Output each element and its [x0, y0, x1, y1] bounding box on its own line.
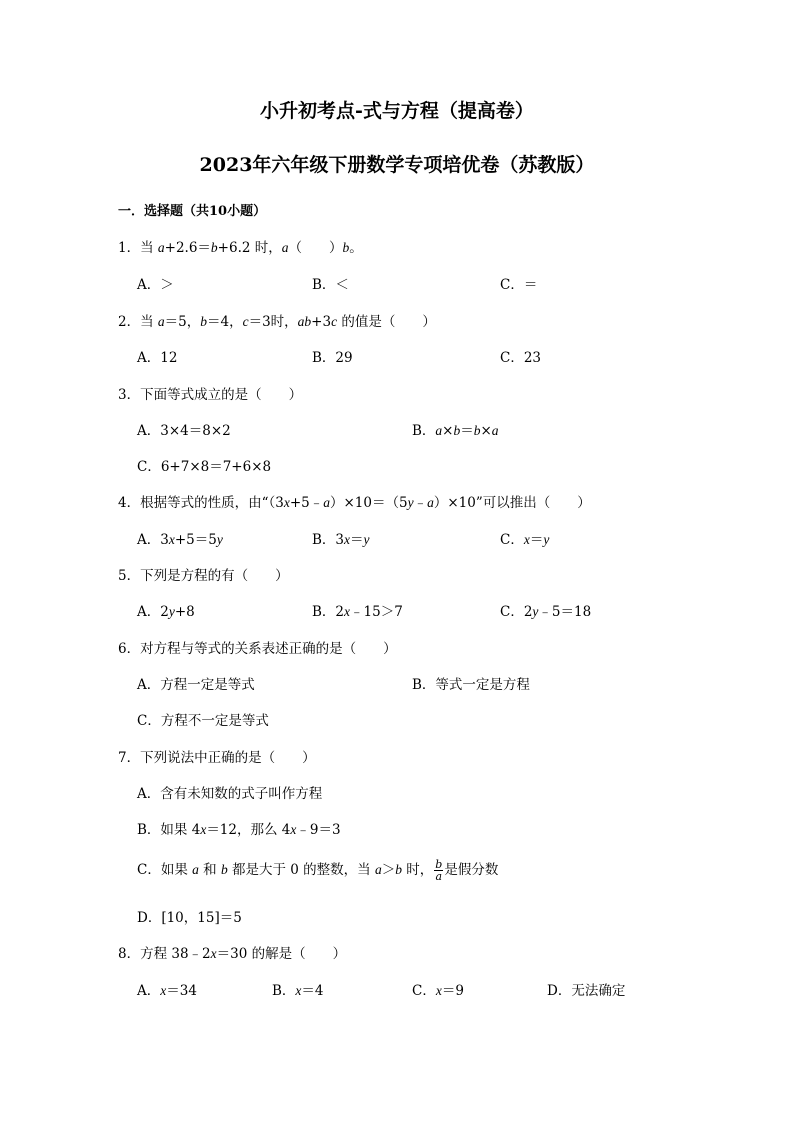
question-2-option-c[interactable]: C．23 [500, 350, 542, 366]
question-6-option-a[interactable]: A．方程一定是等式 [137, 677, 255, 693]
question-4-option-a[interactable]: A．3x+5＝5y [137, 532, 223, 548]
question-2-option-a[interactable]: A．12 [137, 350, 178, 366]
question-6-option-b[interactable]: B．等式一定是方程 [412, 677, 530, 693]
question-7-option-b[interactable]: B．如果 4x＝12，那么 4x﹣9＝3 [137, 822, 341, 838]
question-7-stem: 7．下列说法中正确的是（ ） [118, 750, 316, 766]
question-8-option-d[interactable]: D．无法确定 [547, 983, 626, 999]
document-title: 小升初考点-式与方程（提高卷） [260, 100, 534, 122]
question-2-option-b[interactable]: B．29 [312, 350, 353, 366]
question-4-option-b[interactable]: B．3x＝y [312, 532, 370, 548]
question-2-stem: 2．当 a＝5，b＝4，c＝3时，ab+3c 的值是（ ） [118, 314, 436, 330]
question-1-option-c[interactable]: C．＝ [500, 277, 538, 293]
question-5-option-b[interactable]: B．2x﹣15＞7 [312, 604, 403, 620]
document-subtitle: 2023年六年级下册数学专项培优卷（苏教版） [199, 154, 595, 176]
question-7-option-c[interactable]: C．如果 a 和 b 都是大于 0 的整数，当 a＞b 时， $\frac{b}{a}$ 是假分数 [137, 858, 499, 883]
question-7-option-d[interactable]: D．[10，15]＝5 [137, 910, 242, 926]
question-4-stem: 4．根据等式的性质，由“（3x+5﹣a）×10＝（5y﹣a）×10”可以推出（ ） [118, 495, 591, 511]
question-3-stem: 3．下面等式成立的是（ ） [118, 387, 303, 403]
question-8-stem: 8．方程 38﹣2x＝30 的解是（ ） [118, 946, 347, 962]
question-7-option-a[interactable]: A．含有未知数的式子叫作方程 [137, 786, 323, 802]
question-5-option-a[interactable]: A．2y+8 [137, 604, 195, 620]
question-5-stem: 5．下列是方程的有（ ） [118, 568, 289, 584]
section-heading: 一．选择题（共10小题） [118, 204, 267, 219]
question-4-option-c[interactable]: C．x＝y [500, 532, 550, 548]
question-5-option-c[interactable]: C．2y﹣5＝18 [500, 604, 592, 620]
question-3-option-b[interactable]: B．a×b＝b×a [412, 423, 499, 439]
question-6-stem: 6．对方程与等式的关系表述正确的是（ ） [118, 641, 397, 657]
question-6-option-c[interactable]: C．方程不一定是等式 [137, 713, 269, 729]
question-8-option-b[interactable]: B．x＝4 [272, 983, 324, 999]
question-1-option-b[interactable]: B．＜ [312, 277, 349, 293]
question-8-option-a[interactable]: A．x＝34 [137, 983, 197, 999]
question-3-option-c[interactable]: C．6+7×8＝7+6×8 [137, 459, 272, 475]
question-1-stem: 1．当 a+2.6＝b+6.2 时，a（ ）b。 [118, 240, 363, 256]
question-3-option-a[interactable]: A．3×4＝8×2 [137, 423, 231, 439]
question-1-option-a[interactable]: A．＞ [137, 277, 174, 293]
question-8-option-c[interactable]: C．x＝9 [412, 983, 464, 999]
fraction-b-over-a: $\frac{b}{a}$ [435, 858, 443, 883]
